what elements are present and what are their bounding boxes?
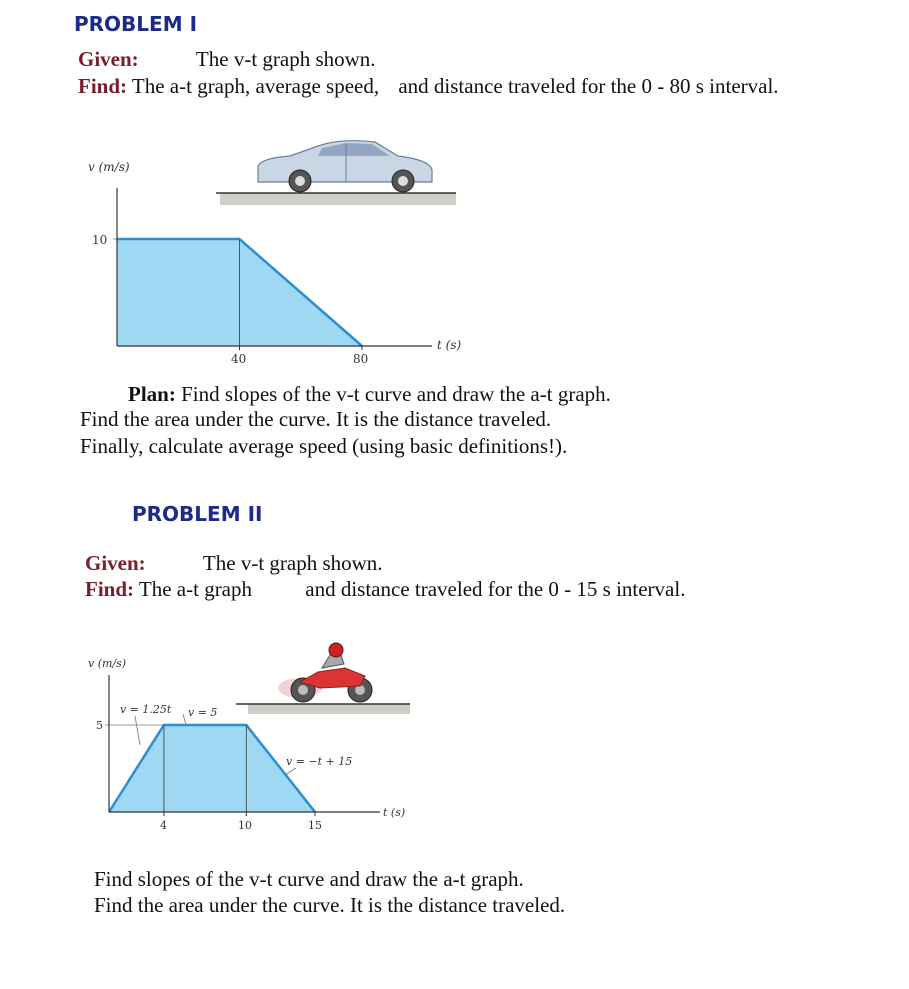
area-fill <box>109 725 315 812</box>
problem1-plan-line3: Finally, calculate average speed (using basic definitions!). <box>80 434 568 458</box>
eq1-leader <box>135 716 140 745</box>
chart2-xlabel <box>383 806 405 819</box>
chart1-xtick-40: 40 <box>231 352 247 366</box>
eq3-leader <box>285 768 296 775</box>
chart2-xtick-4: 4 <box>160 819 167 832</box>
eq2-leader <box>183 714 186 725</box>
given-label: Given: <box>78 47 139 71</box>
find-text-b: and distance traveled for the 0 - 80 s interval. <box>398 74 779 98</box>
problem1-title: PROBLEM I <box>74 12 198 36</box>
given-label-2: Given: <box>85 551 146 575</box>
given-text: The v-t graph shown. <box>195 47 376 71</box>
given-text-2: The v-t graph shown. <box>202 551 383 575</box>
chart2-xlabel-text: t (s) <box>383 806 406 819</box>
problem2-line2: Find the area under the curve. It is the distance traveled. <box>94 893 566 917</box>
chart1-xlabel-text: t (s) <box>437 338 462 352</box>
chart2-ylabel-text: v (m/s) <box>88 657 127 670</box>
chart2-eq2: v = 5 <box>188 706 218 719</box>
plan-text: Find slopes of the v-t curve and draw the a-t graph. <box>181 382 611 406</box>
problem2-title: PROBLEM II <box>132 502 263 526</box>
chart2-xtick-10: 10 <box>238 819 252 832</box>
find-text-a: The a-t graph, average speed, <box>131 74 380 98</box>
find-text-b-2: and distance traveled for the 0 - 15 s interval. <box>305 577 686 601</box>
chart1-ylabel-text: v (m/s) <box>88 160 130 174</box>
problem2-line1: Find slopes of the v-t curve and draw the a-t graph. <box>94 867 524 891</box>
chart2-eq1: v = 1.25t <box>120 703 172 716</box>
motorcycle-illustration <box>278 643 372 702</box>
find-label-2: Find: <box>85 577 135 601</box>
plan-label: Plan: <box>128 382 176 406</box>
chart2-eq3: v = −t + 15 <box>286 755 353 768</box>
chart1-xtick-80: 80 <box>353 352 369 366</box>
ground-strip-2 <box>248 704 410 714</box>
chart2-xtick-15: 15 <box>308 819 322 832</box>
chart1-ytick-10: 10 <box>92 233 108 247</box>
problem1-plan-line2: Find the area under the curve. It is the distance traveled. <box>80 407 552 431</box>
chart2-ylabel <box>88 657 126 670</box>
chart2-plot <box>105 675 380 816</box>
find-text-a-2: The a-t graph <box>138 577 253 601</box>
chart2-ytick-5: 5 <box>96 719 103 732</box>
find-label: Find: <box>78 74 128 98</box>
